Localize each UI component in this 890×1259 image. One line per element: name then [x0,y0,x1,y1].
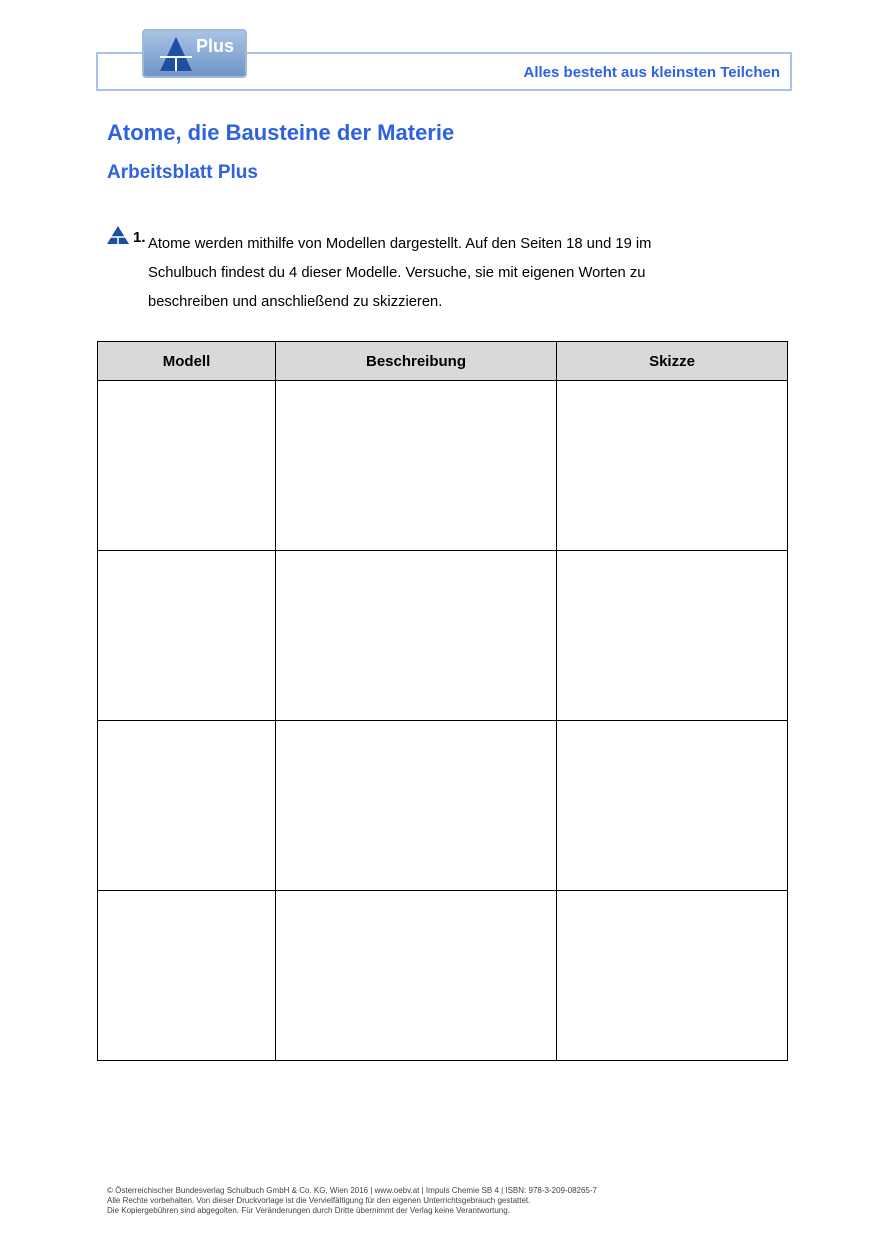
footer [107,1186,597,1216]
beschreibung-cell[interactable] [276,381,557,551]
skizze-cell[interactable] [557,381,788,551]
task-number: 1. [133,229,146,246]
logo-text: Plus [196,36,235,56]
task-text-line: beschreiben und anschließend zu skizzieren. [148,293,443,310]
beschreibung-cell[interactable] [276,721,557,891]
table-row [98,551,788,721]
modell-cell[interactable] [98,381,276,551]
modell-cell[interactable] [98,721,276,891]
beschreibung-cell[interactable] [276,551,557,721]
skizze-cell[interactable] [557,721,788,891]
beschreibung-cell[interactable] [276,891,557,1061]
column-header-beschreibung: Beschreibung [276,342,557,381]
modell-cell[interactable] [98,891,276,1061]
column-header-skizze: Skizze [557,342,788,381]
footer-line: Alle Rechte vorbehalten. Von dieser Druckvorlage ist die Vervielfältigung für den eigenen Unterrichtsgebrauch gestattet. [107,1196,531,1205]
page-subtitle: Arbeitsblatt Plus [107,162,258,183]
skizze-cell[interactable] [557,891,788,1061]
task-level-icon [107,226,129,244]
task-text [148,229,738,316]
modell-cell[interactable] [98,551,276,721]
page-title: Atome, die Bausteine der Materie [107,120,455,145]
table-row [98,891,788,1061]
skizze-cell[interactable] [557,551,788,721]
header-title: Alles besteht aus kleinsten Teilchen [523,64,780,81]
triangle-logo-icon [158,35,194,73]
footer-line: Die Kopiergebühren sind abgegolten. Für Veränderungen durch Dritte übernimmt der Verlag keine Verantwortung. [107,1206,510,1215]
footer-line: © Österreichischer Bundesverlag Schulbuch GmbH & Co. KG, Wien 2016 | www.oebv.at | Impuls Chemie SB 4 | ISBN: 978-3-209-08265-7 [107,1186,597,1195]
models-table [97,341,788,1061]
table-row [98,381,788,551]
task-text-line: Atome werden mithilfe von Modellen dargestellt. Auf den Seiten 18 und 19 im [148,235,652,252]
table-header-row [98,342,788,381]
table-row [98,721,788,891]
column-header-modell: Modell [98,342,276,381]
task-text-line: Schulbuch findest du 4 dieser Modelle. Versuche, sie mit eigenen Worten zu [148,264,646,281]
plus-logo [142,29,247,78]
